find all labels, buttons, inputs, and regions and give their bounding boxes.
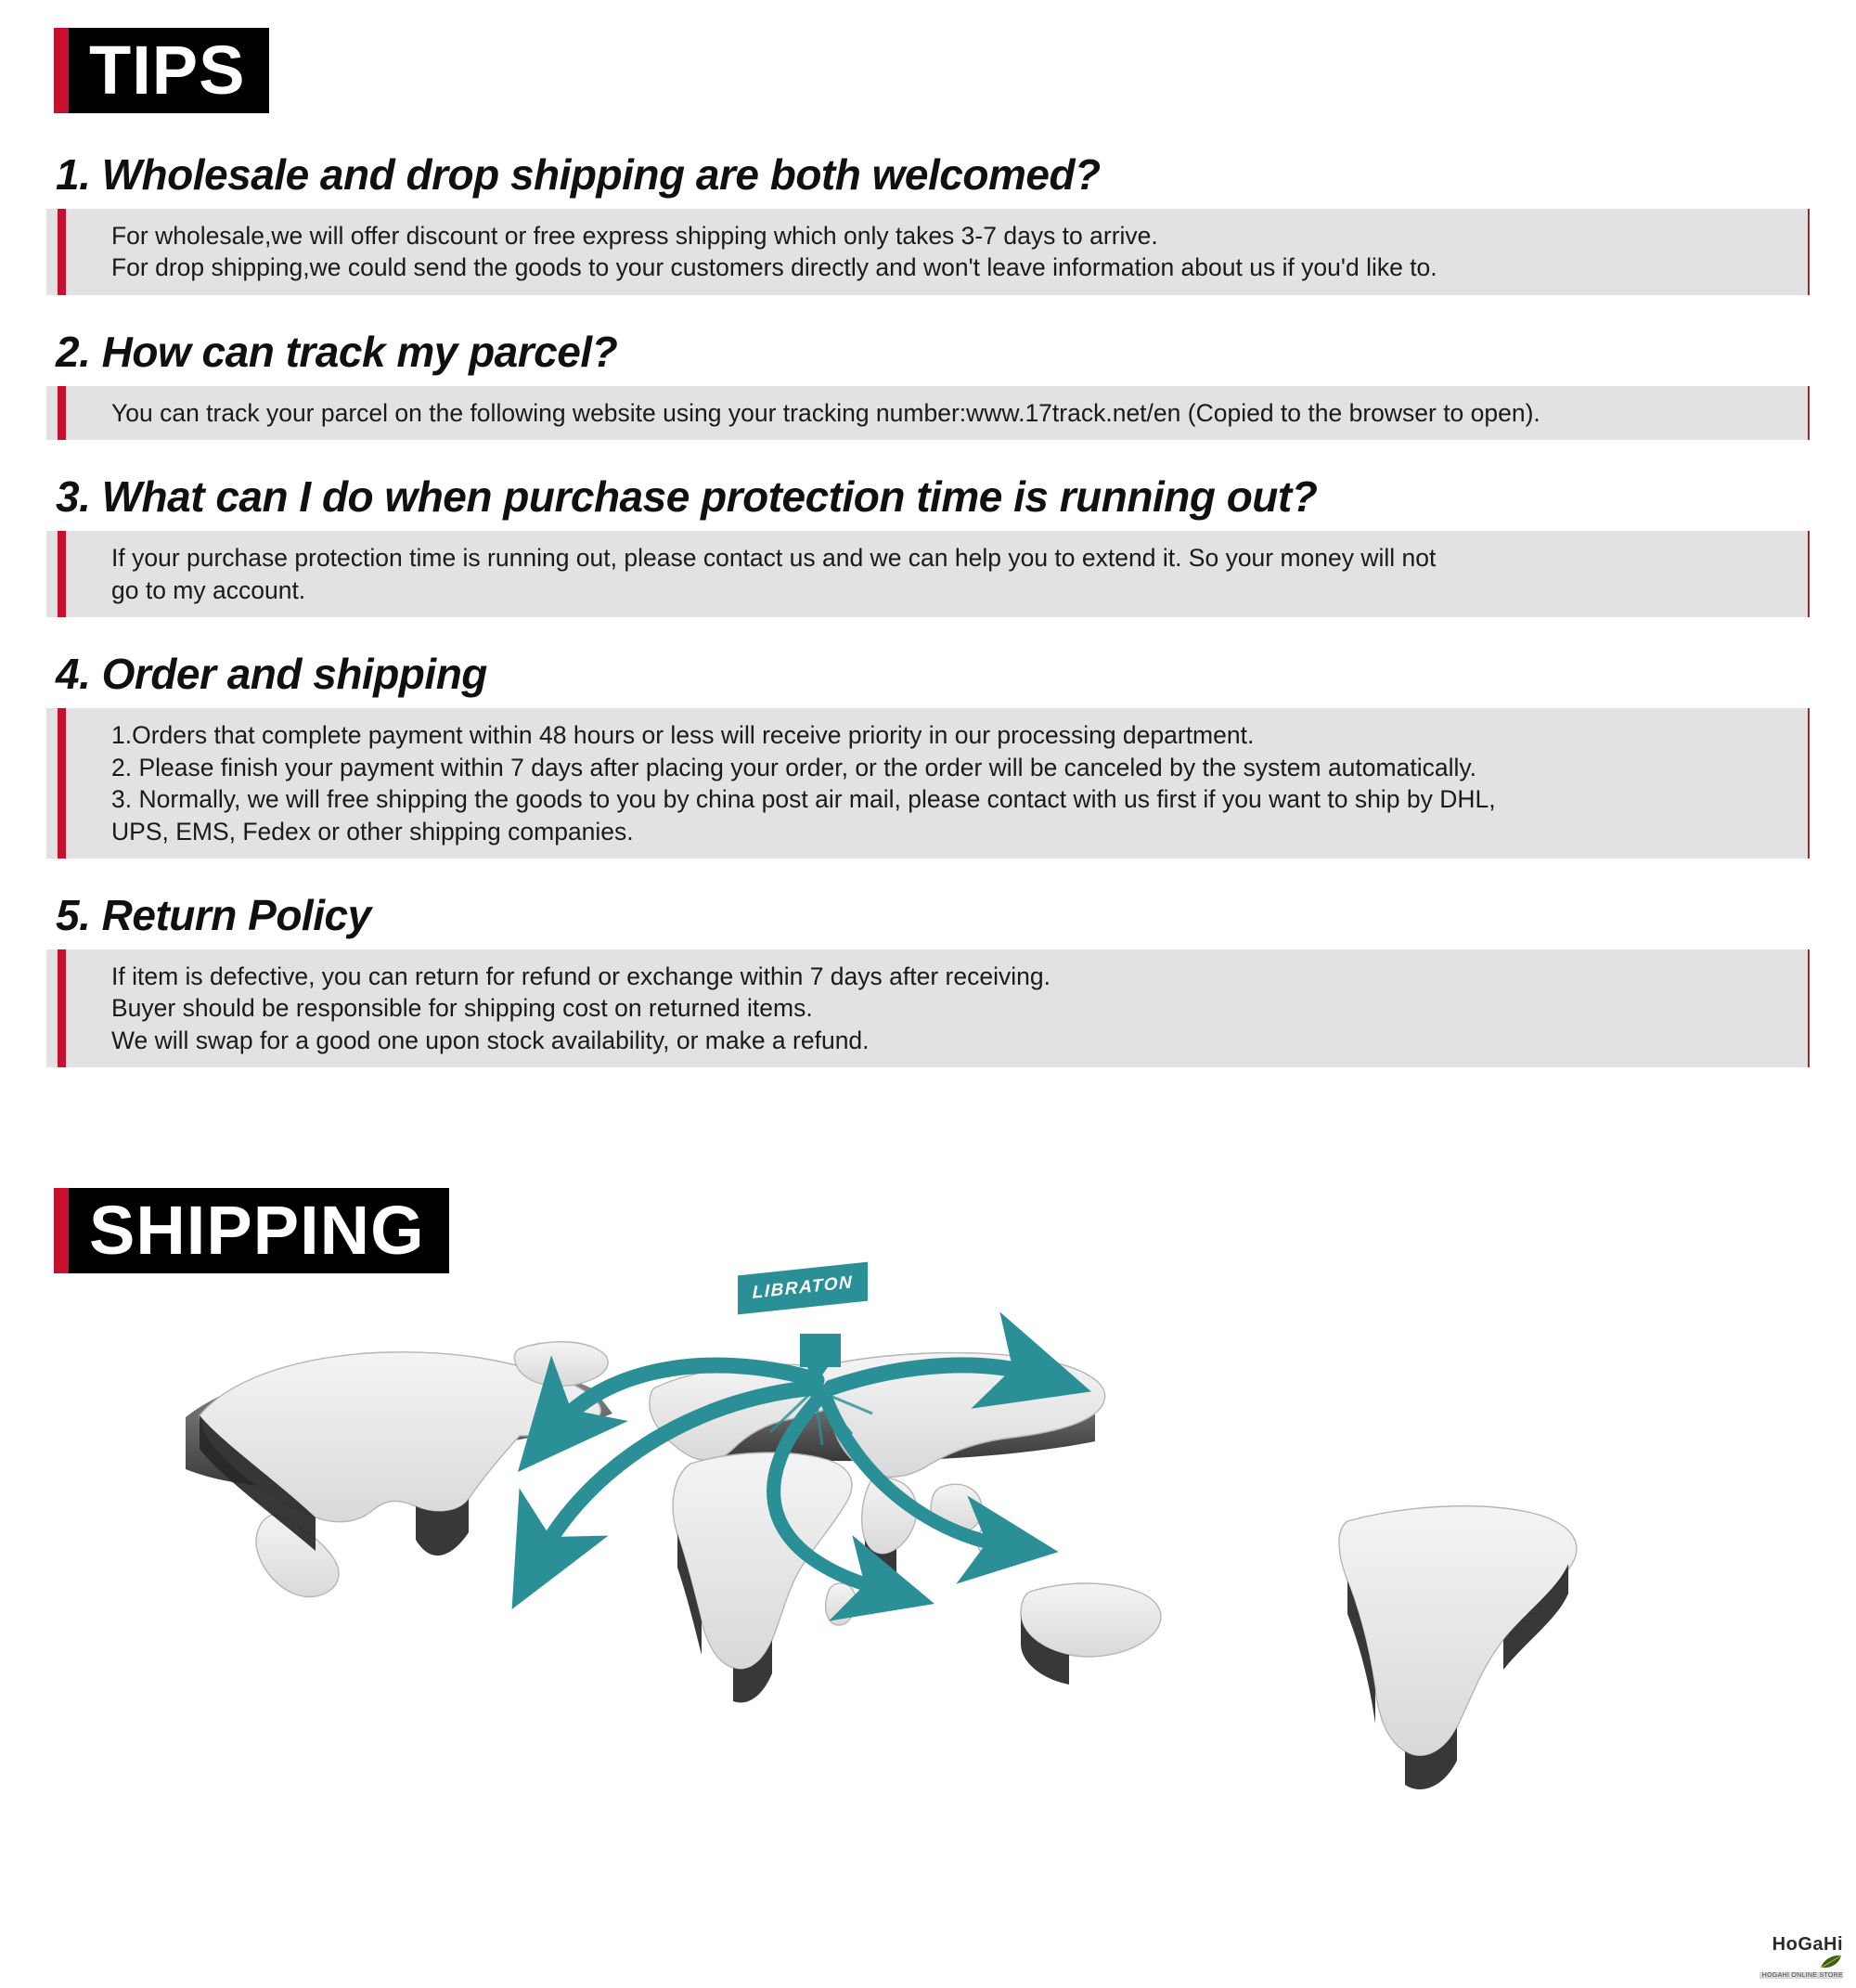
qa-line: We will swap for a good one upon stock availability, or make a refund. [111,1026,870,1054]
qa-line: go to my account. [111,575,306,604]
qa-line: You can track your parcel on the following website using your tracking number:www.17track.net/en (Copied to the browser to open). [111,398,1540,427]
qa-line: 3. Normally, we will free shipping the goods to you by china post air mail, please contact with us first if you want to ship by DHL, [111,785,1496,814]
qa-line: 2. Please finish your payment within 7 days after placing your order, or the order will be canceled by the system automatically. [111,753,1476,781]
qa-line: UPS, EMS, Fedex or other shipping companies. [111,817,634,846]
banner-accent-bar [54,28,69,113]
qa-body-2 [46,386,1810,440]
map-continents [200,1342,1577,1756]
qa-line: If item is defective, you can return for refund or exchange within 7 days after receiving. [111,962,1050,990]
qa-title-4: 4. Order and shipping [56,650,487,699]
shipping-section [46,1188,1810,1798]
qa-item-1 [46,149,1810,295]
qa-item-2 [46,327,1810,440]
tips-banner-label: TIPS [89,32,246,109]
qa-item-5 [46,890,1810,1067]
watermark [1759,1935,1843,1979]
qa-item-4 [46,649,1810,858]
world-map-svg [0,1250,1856,1798]
qa-body-5 [46,949,1810,1067]
qa-line: Buyer should be responsible for shipping cost on returned items. [111,994,813,1023]
watermark-subtitle: HOGAHI ONLINE STORE [1759,1972,1843,1979]
qa-line: 1.Orders that complete payment within 48 hours or less will receive priority in our processing department. [111,721,1255,750]
shipping-banner-label: SHIPPING [89,1192,425,1270]
leaf-icon [1819,1955,1843,1969]
qa-title-1: 1. Wholesale and drop shipping are both welcomed? [56,150,1101,199]
tips-banner [54,28,269,113]
watermark-name: HoGaHi [1772,1934,1843,1955]
qa-body-4 [46,708,1810,858]
qa-title-3: 3. What can I do when purchase protection time is running out? [56,472,1318,522]
qa-title-5: 5. Return Policy [56,890,371,939]
banner-plate [69,28,269,113]
qa-title-2: 2. How can track my parcel? [56,327,618,376]
qa-body-3 [46,531,1810,617]
qa-line: For wholesale,we will offer discount or free express shipping which only takes 3-7 days to arrive. [111,222,1158,250]
qa-item-3 [46,471,1810,617]
qa-line: If your purchase protection time is running out, please contact us and we can help you to extend it. So your money will not [111,544,1437,573]
world-map-graphic [0,1250,1856,1798]
qa-body-1 [46,209,1810,295]
brand-tag-label: LIBRATON [752,1272,854,1303]
qa-line: For drop shipping,we could send the goods to your customers directly and won't leave information about us if you'd like to. [111,253,1437,282]
